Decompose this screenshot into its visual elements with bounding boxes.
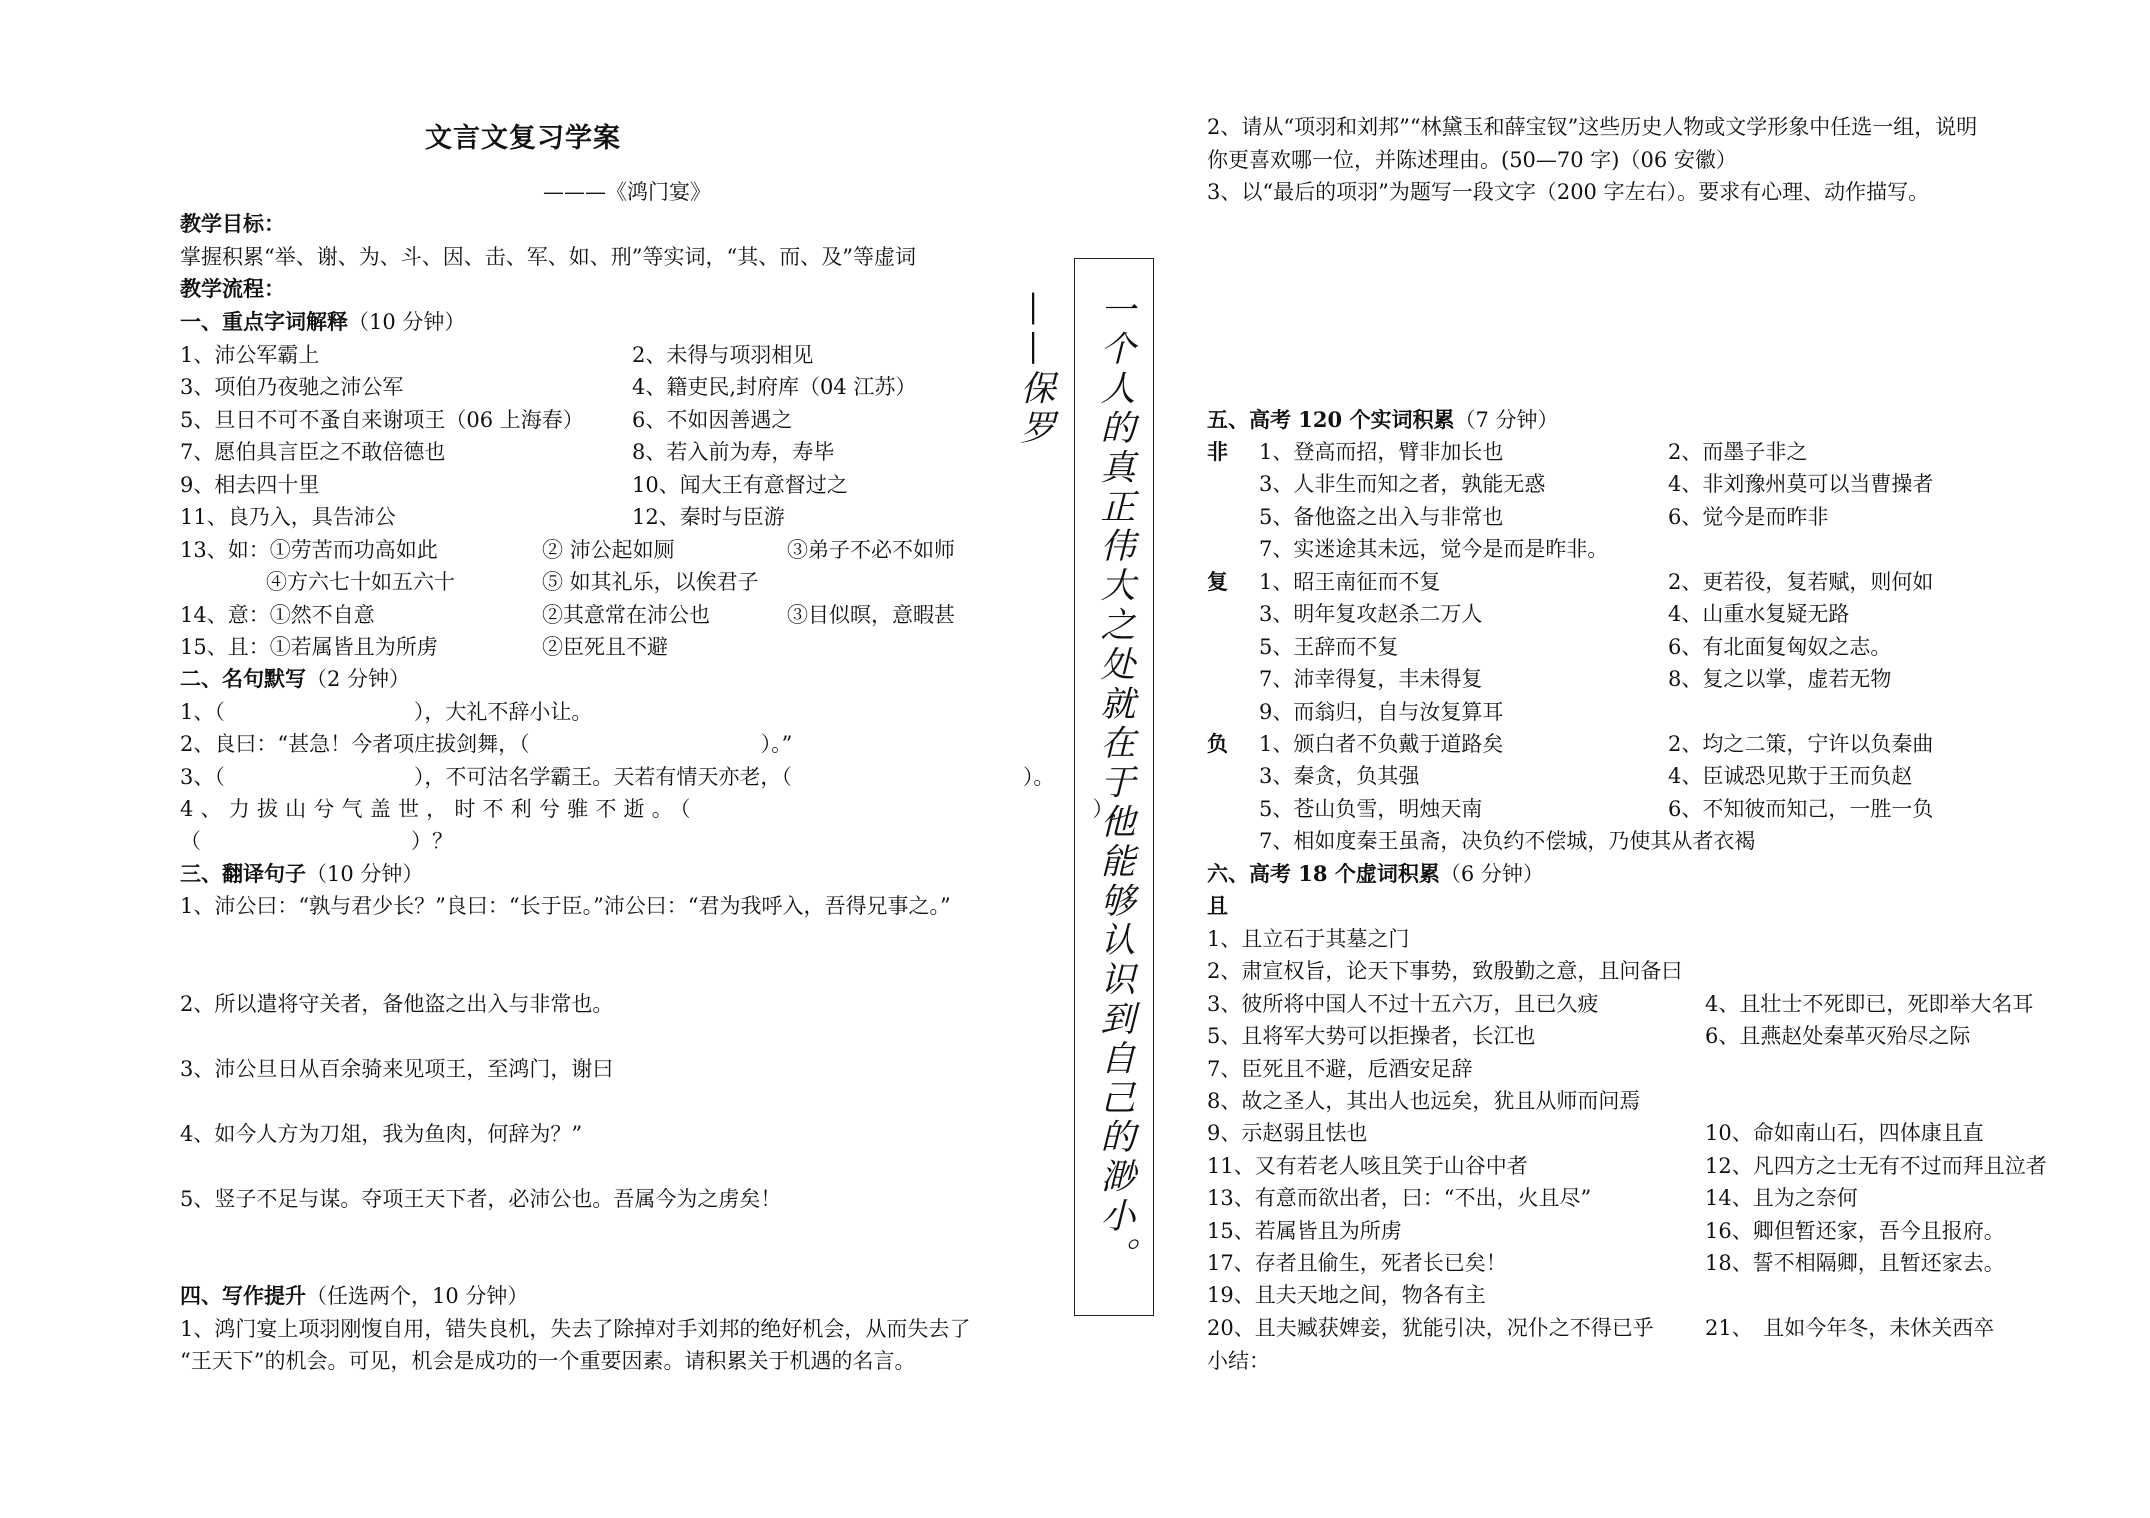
writing-item-1-line-2: “王天下”的机会。可见，机会是成功的一个重要因素。请积累关于机遇的名言。 — [180, 1349, 916, 1373]
list-item — [1207, 956, 1705, 986]
list-item — [1259, 664, 1891, 694]
list-item-cell: 16、卿但暂还家，吾今且报府。 — [1705, 1218, 2005, 1243]
section-6-heading: 六、高考 18 个虚词积累（6 分钟） — [1207, 861, 1544, 886]
section-2-heading: 二、名句默写（2 分钟） — [180, 666, 411, 691]
list-item-cell: 4、臣诚恐见欺于王而负赵 — [1668, 764, 1913, 789]
section-1-yi-row: 14、意：①然不自意 ②其意常在沛公也 ③目似暝，意暇甚 — [180, 603, 955, 627]
list-item — [1207, 1086, 1705, 1116]
list-item-cell: 3、人非生而知之者，孰能无惑 — [1259, 472, 1546, 497]
list-item — [1259, 632, 1891, 662]
list-item-cell: 14、且为之奈何 — [1705, 1186, 1858, 1211]
list-item-cell: 11、良乃入，具告沛公 — [180, 505, 396, 529]
list-item-cell: 3、明年复攻赵杀二万人 — [1259, 602, 1483, 627]
translate-item-2: 2、所以遣将守关者，备他盗之出入与非常也。 — [180, 992, 614, 1016]
list-item — [1259, 567, 1933, 597]
list-item — [180, 502, 785, 532]
quote-box — [1015, 258, 1154, 1316]
section-4-heading: 四、写作提升（任选两个，10 分钟） — [180, 1283, 529, 1308]
list-item-cell: 2、更若役，复若赋，则何如 — [1668, 570, 1934, 594]
list-item — [1207, 1118, 1984, 1148]
list-item-cell: 1、且立石于其墓之门 — [1207, 927, 1410, 951]
translate-item-1: 1、沛公曰：“孰与君少长？”良曰：“长于臣。”沛公曰：“君为我呼入，吾得兄事之。” — [180, 894, 951, 918]
list-item-cell: 1、颁白者不负戴于道路矣 — [1259, 732, 1504, 756]
list-item-cell: 12、秦时与臣游 — [632, 505, 785, 529]
qie-label: 且 — [1207, 893, 1228, 918]
vertical-quote: 一个人的真正伟大之处就在于他能够认识到自己的渺小。——保罗 — [1015, 291, 1135, 1276]
list-item — [1207, 1216, 2005, 1246]
list-item — [180, 340, 813, 370]
list-item — [1259, 761, 1912, 791]
list-item — [1207, 1313, 1994, 1343]
list-item — [180, 470, 848, 500]
section-5-heading: 五、高考 120 个实词积累（7 分钟） — [1207, 407, 1559, 432]
list-item-cell: 4、籍吏民,封府库（04 江苏） — [632, 375, 917, 400]
page-title: 文言文复习学案 — [425, 123, 621, 154]
list-item — [1259, 794, 1933, 824]
list-item-cell: 2、肃宣权旨，论天下事势，致殷勤之意，且问备曰 — [1207, 959, 1683, 984]
list-item-cell: 9、相去四十里 — [180, 472, 320, 497]
list-item — [1207, 1021, 1970, 1051]
list-item-cell: 21、 且如今年冬，未休关西卒 — [1705, 1315, 1995, 1340]
list-item-cell: 6、且燕赵处秦革灭殆尽之际 — [1705, 1024, 1971, 1049]
list-item — [180, 372, 916, 402]
list-item-cell: 1、沛公军霸上 — [180, 343, 320, 367]
list-item-cell: 2、而墨子非之 — [1668, 440, 1808, 464]
section-3-heading: 三、翻译句子（10 分钟） — [180, 861, 424, 886]
list-item-cell: 7、沛幸得复，丰未得复 — [1259, 667, 1483, 692]
list-item-cell: 8、复之以掌，虚若无物 — [1668, 667, 1892, 692]
list-item-cell: 5、备他盗之出入与非常也 — [1259, 504, 1504, 529]
list-item-cell: 6、不知彼而知己，一胜一负 — [1668, 796, 1934, 821]
translate-item-5: 5、竖子不足与谋。夺项王天下者，必沛公也。吾属今为之虏矣！ — [180, 1187, 782, 1211]
recitation-5: （ ）？ — [180, 829, 453, 853]
list-item — [1259, 599, 1849, 629]
list-item-cell: 5、王辞而不复 — [1259, 634, 1399, 659]
translate-item-3: 3、沛公旦日从百余骑来见项王，至鸿门，谢曰 — [180, 1057, 614, 1081]
list-item — [1207, 1183, 1858, 1213]
list-item-cell: 5、旦日不可不蚤自来谢项王（06 上海春） — [180, 407, 584, 432]
list-item-cell: 20、且夫臧获婢妾，犹能引决，况仆之不得已乎 — [1207, 1315, 1654, 1340]
list-item-cell: 2、未得与项羽相见 — [632, 343, 814, 367]
recitation-1: 1、（ ），大礼不辞小让。 — [180, 700, 593, 724]
fu2-label: 负 — [1207, 731, 1228, 756]
list-item-cell: 5、苍山负雪，明烛天南 — [1259, 796, 1483, 821]
section-1-ru-row: 13、如：①劳苦而功高如此 ② 沛公起如厕 ③弟子不必不如师 — [180, 538, 955, 562]
list-item-cell: 7、臣死且不避，卮酒安足辞 — [1207, 1056, 1473, 1081]
list-item-cell: 8、故之圣人，其出人也远矣，犹且从师而问焉 — [1207, 1089, 1641, 1113]
list-item-cell: 6、觉今是而昨非 — [1668, 504, 1829, 529]
list-item-cell: 4、且壮士不死即已，死即举大名耳 — [1705, 991, 2034, 1016]
list-item-cell: 12、凡四方之士无有不过而拜且泣者 — [1705, 1153, 2047, 1178]
section-1-qie-row: 15、且：①若属皆且为所虏 ②臣死且不避 — [180, 635, 668, 659]
list-item-cell: 8、若入前为寿，寿毕 — [632, 440, 835, 465]
list-item-cell: 1、昭王南征而不复 — [1259, 570, 1441, 594]
list-item-cell: 17、存者且偷生，死者长已矣！ — [1207, 1251, 1507, 1275]
list-item-cell: 7、相如度秦王虽斋，决负约不偿城，乃使其从者衣褐 — [1259, 829, 1756, 854]
list-item-cell: 10、命如南山石，四体康且直 — [1705, 1121, 1984, 1146]
list-item-cell: 7、实迷途其未远，觉今是而是昨非。 — [1259, 537, 1609, 562]
goal-text: 掌握积累“举、谢、为、斗、因、击、军、如、刑”等实词，“其、而、及”等虚词 — [180, 245, 916, 269]
list-item-cell: 2、均之二策，宁许以负秦曲 — [1668, 732, 1934, 756]
recitation-3: 3、（ ），不可沽名学霸王。天若有情天亦老，（ ）。 — [180, 765, 1055, 789]
list-item — [1207, 924, 1705, 954]
list-item — [1207, 989, 2033, 1019]
flow-heading: 教学流程： — [180, 276, 285, 301]
list-item-cell: 6、有北面复匈奴之志。 — [1668, 634, 1892, 659]
list-item-cell: 3、彼所将中国人不过十五六万，且已久疲 — [1207, 991, 1599, 1016]
list-item — [1259, 502, 1828, 532]
list-item — [1207, 1280, 1705, 1310]
list-item-cell: 7、愿伯具言臣之不敢倍德也 — [180, 440, 446, 465]
list-item-cell: 5、且将军大势可以拒操者，长江也 — [1207, 1024, 1536, 1049]
writing-item-2-line-2: 你更喜欢哪一位，并陈述理由。(50—70 字)（06 安徽） — [1207, 148, 1737, 172]
page-subtitle: ———《鸿门宴》 — [543, 180, 711, 204]
writing-item-3: 3、以“最后的项羽”为题写一段文字（200 字左右）。要求有心理、动作描写。 — [1207, 180, 1930, 204]
list-item — [1259, 534, 1668, 564]
section-1-ru-row-2: ④方六七十如五六十 ⑤ 如其礼乐，以俟君子 — [266, 570, 759, 594]
list-item — [180, 405, 792, 435]
list-item-cell: 10、闻大王有意督过之 — [632, 472, 848, 497]
list-item-cell: 3、秦贪，负其强 — [1259, 764, 1420, 789]
list-item — [1259, 469, 1933, 499]
list-item — [1207, 1151, 2047, 1181]
list-item — [1259, 826, 1756, 856]
list-item-cell: 18、誓不相隔卿，且暂还家去。 — [1705, 1251, 2005, 1275]
summary-label: 小结： — [1207, 1349, 1270, 1373]
list-item — [1259, 729, 1933, 759]
list-item — [1259, 437, 1807, 467]
recitation-4: 4、力拔山兮气盖世，时不利兮骓不逝。（ ）， — [180, 797, 1139, 821]
list-item-cell: 11、又有若老人咳且笑于山谷中者 — [1207, 1153, 1528, 1178]
list-item — [1259, 697, 1668, 727]
list-item — [1207, 1054, 1705, 1084]
list-item-cell: 4、非刘豫州莫可以当曹操者 — [1668, 472, 1934, 497]
list-item-cell: 9、而翁归，自与汝复算耳 — [1259, 699, 1504, 724]
writing-item-2-line-1: 2、请从“项羽和刘邦”“林黛玉和薛宝钗”这些历史人物或文学形象中任选一组，说明 — [1207, 115, 1978, 139]
list-item-cell: 6、不如因善遇之 — [632, 407, 793, 432]
list-item-cell: 19、且夫天地之间，物各有主 — [1207, 1283, 1486, 1308]
list-item-cell: 9、示赵弱且怯也 — [1207, 1121, 1368, 1146]
translate-item-4: 4、如今人方为刀俎，我为鱼肉，何辞为？” — [180, 1122, 583, 1146]
list-item-cell: 4、山重水复疑无路 — [1668, 602, 1850, 627]
recitation-2: 2、良曰：“甚急！今者项庄拔剑舞，（ ）。” — [180, 732, 793, 756]
section-1-heading: 一、重点字词解释（10 分钟） — [180, 309, 466, 334]
list-item-cell: 1、登高而招，臂非加长也 — [1259, 440, 1504, 464]
goal-heading: 教学目标： — [180, 211, 285, 236]
list-item — [180, 437, 834, 467]
list-item-cell: 13、有意而欲出者，曰：“不出，火且尽” — [1207, 1186, 1592, 1211]
list-item — [1207, 1248, 2005, 1278]
fu-label: 复 — [1207, 569, 1228, 594]
writing-item-1-line-1: 1、鸿门宴上项羽刚愎自用，错失良机，失去了除掉对手刘邦的绝好机会，从而失去了 — [180, 1317, 971, 1341]
list-item-cell: 15、若属皆且为所虏 — [1207, 1218, 1402, 1243]
fei-label: 非 — [1207, 439, 1228, 464]
list-item-cell: 3、项伯乃夜驰之沛公军 — [180, 375, 404, 400]
